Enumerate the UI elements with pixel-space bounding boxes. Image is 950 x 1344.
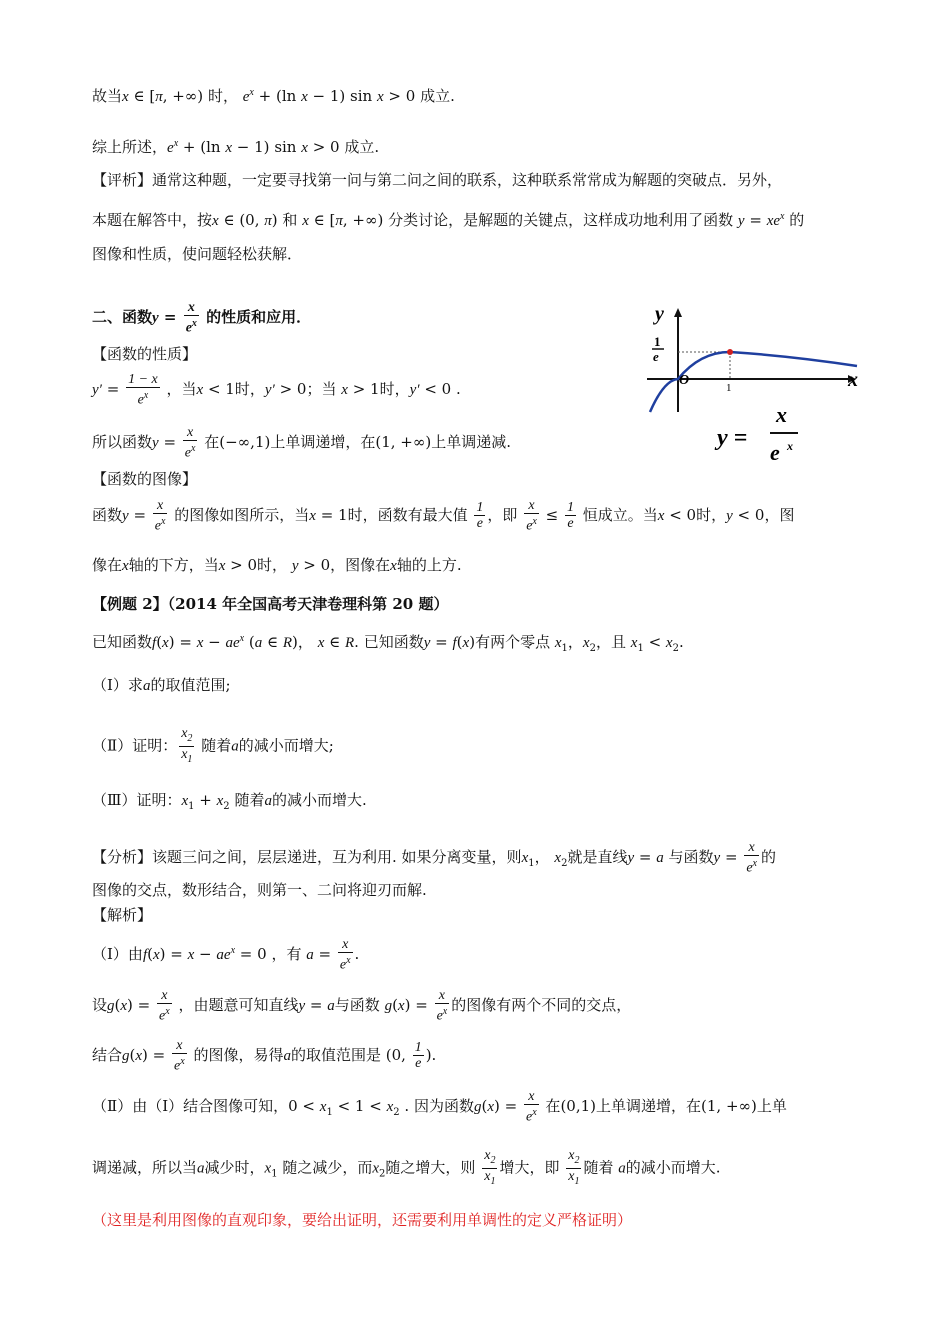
function-label-num: x — [776, 402, 787, 427]
graph-description-1: 函数y = $\frac{x}{e^x}$ 的图像如图所示，当x = 1时，函数有最大值 $\frac{1}{e}$ ，即 $\frac{x}{e^x}$ ≤ $\frac{1}{e}$ 恒成立。当x < 0时，y < 0，图 — [92, 498, 795, 534]
commentary-line-2: 本题在解答中，按x ∈ (0, π) 和 x ∈ [π, +∞) 分类讨论，是解题的关键点，这样成功地利用了函数 $y = xe^x$ 的 — [92, 211, 805, 229]
graph-heading: 【函数的图像】 — [92, 470, 198, 488]
solution-part1-line2: 设g(x) = $\frac{x}{e^x}$ ，由题意可知直线y = a与函数 g(x) = $\frac{x}{e^x}$ 的图像有两个不同的交点， — [92, 988, 632, 1024]
properties-heading: 【函数的性质】 — [92, 345, 198, 363]
tick-1-over-e-den: e — [653, 349, 659, 364]
function-label-den: e — [770, 440, 780, 465]
question-1: （Ⅰ）求a的取值范围; — [92, 676, 231, 694]
graph-description-2: 像在x轴的下方，当x > 0时， y > 0，图像在x轴的上方. — [92, 556, 462, 574]
question-3: （Ⅲ）证明：$x_1 + x_2$ 随着a的减小而增大. — [92, 791, 367, 812]
analysis-line-1: 【分析】该题三问之间，层层递进，互为利用. 如果分离变量，则$x_1$， $x_2$就是直线y = a 与函数y = $\frac{x}{e^x}$ 的 — [92, 840, 777, 876]
red-note: （这里是利用图像的直观印象，要给出证明，还需要利用单调性的定义严格证明） — [92, 1211, 633, 1229]
solution-part2-line1: （Ⅱ）由（Ⅰ）结合图像可知，$0 < x_1 < 1 < x_2$ . 因为函数g(x) = $\frac{x}{e^x}$ 在(0,1)上单调递增，在(1, +∞)上单 — [92, 1089, 787, 1125]
commentary-line-1: 【评析】通常这种题，一定要寻找第一问与第二问之间的联系，这种联系常常成为解题的突破点．另外， — [92, 171, 783, 189]
section-heading: 二、函数y = $\frac{x}{e^x}$ 的性质和应用． — [92, 300, 312, 336]
example-heading: 【例题 2】（2014 年全国高考天津卷理科第 20 题） — [92, 595, 449, 613]
max-point — [727, 349, 733, 355]
question-2: （Ⅱ）证明： $\frac{x_2}{x_1}$ 随着a的减小而增大; — [92, 726, 334, 765]
function-label-den-sup: x — [787, 439, 793, 453]
function-graph — [642, 300, 867, 475]
line-conclusion: 综上所述，$e^x + (\ln$ x − 1) sin x > 0 成立. — [92, 138, 380, 156]
solution-part1-line3: 结合g(x) = $\frac{x}{e^x}$ 的图像，易得a的取值范围是 (0, $\frac{1}{e}$ ). — [92, 1038, 437, 1074]
solution-part1-line1: （Ⅰ）由$f(x) = x - ae^x = 0$ ，有 a = $\frac{x}{e^x}$ . — [92, 937, 360, 973]
tick-1-label: 1 — [726, 382, 732, 394]
line-case-pi: 故当x ∈ [π, +∞) 时， $e^x + (\ln$ x − 1) sin x > 0 成立. — [92, 87, 455, 105]
analysis-line-2: 图像的交点，数形结合，则第一、二问将迎刃而解. — [92, 881, 427, 899]
solution-part2-line2: 调递减，所以当a减少时，$x_1$ 随之减少，而$x_2$随之增大，则 $\frac{x_2}{x_1}$ 增大，即 $\frac{x_2}{x_1}$ 随着 a的减小而增大. — [92, 1148, 721, 1187]
commentary-line-3: 图像和性质，使问题轻松获解． — [92, 245, 303, 263]
example-statement: 已知函数$f(x) = x - ae^x$ (a ∈ R)， x ∈ R. 已知函数y = f(x)有两个零点 $x_1$，$x_2$，且 $x_1 < x_2$. — [92, 633, 684, 654]
origin-label: O — [679, 373, 690, 388]
y-axis-arrow — [674, 308, 682, 317]
monotonic-line: 所以函数y = $\frac{x}{e^x}$ 在(−∞,1)上单调递增，在(1, +∞)上单调递减. — [92, 425, 512, 461]
solution-heading: 【解析】 — [92, 906, 153, 924]
tick-1-over-e-num: 1 — [654, 334, 661, 349]
derivative-line: y′ = $\frac{1 - x}{e^x}$ ，当x < 1时，y′ > 0；当 x > 1时，y′ < 0 . — [92, 372, 461, 408]
y-axis-label: y — [655, 303, 664, 325]
function-label-left: y = — [717, 425, 748, 451]
x-axis-label: x — [848, 369, 858, 391]
